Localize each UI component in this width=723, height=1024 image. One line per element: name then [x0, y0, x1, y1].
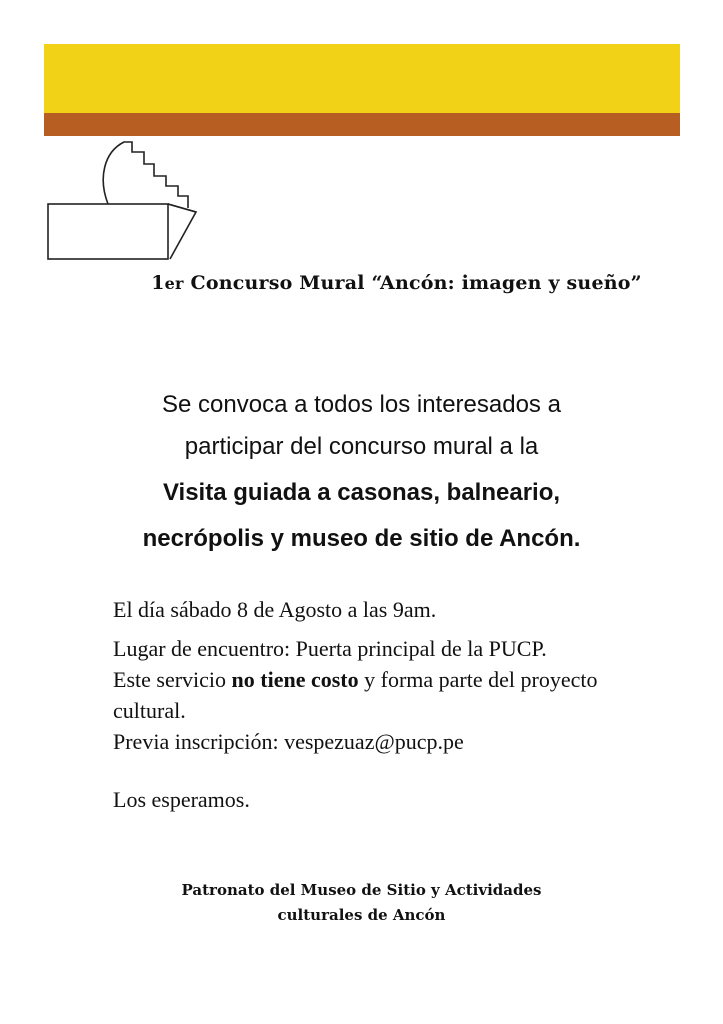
service-free: no tiene costo [231, 667, 359, 692]
intro-line-3: Visita guiada a casonas, balneario, [162, 479, 561, 506]
intro-line-4: necrópolis y museo de sitio de Ancón. [142, 525, 581, 552]
organizer-footer [0, 878, 723, 928]
registration: Previa inscripción: vespezuaz@pucp.pe [113, 729, 464, 754]
service-after: y forma parte del proyecto cultural. [113, 667, 598, 723]
contest-title [0, 272, 723, 294]
footer-line-1: Patronato del Museo de Sitio y Actividades [181, 881, 542, 899]
closing-text: Los esperamos. [113, 787, 250, 812]
footer-line-2: culturales de Ancón [277, 906, 446, 924]
header-band-brown [44, 113, 680, 136]
event-details [113, 594, 633, 815]
service-before: Este servicio [113, 667, 232, 692]
title-text: Concurso Mural “Ancón: imagen y sueño” [183, 272, 642, 294]
title-ordinal: er [164, 274, 184, 293]
intro-line-2: participar del concurso mural a la [184, 433, 539, 460]
intro-line-1: Se convoca a todos los interesados a [162, 391, 561, 418]
title-number: 1 [151, 272, 165, 294]
event-date: El día sábado 8 de Agosto a las 9am. [113, 597, 437, 622]
stairs-box-icon [46, 138, 198, 262]
service-note [113, 664, 633, 726]
header-band-yellow [44, 44, 680, 113]
invitation-text [0, 384, 723, 560]
meeting-point: Lugar de encuentro: Puerta principal de la PUCP. [113, 636, 547, 661]
